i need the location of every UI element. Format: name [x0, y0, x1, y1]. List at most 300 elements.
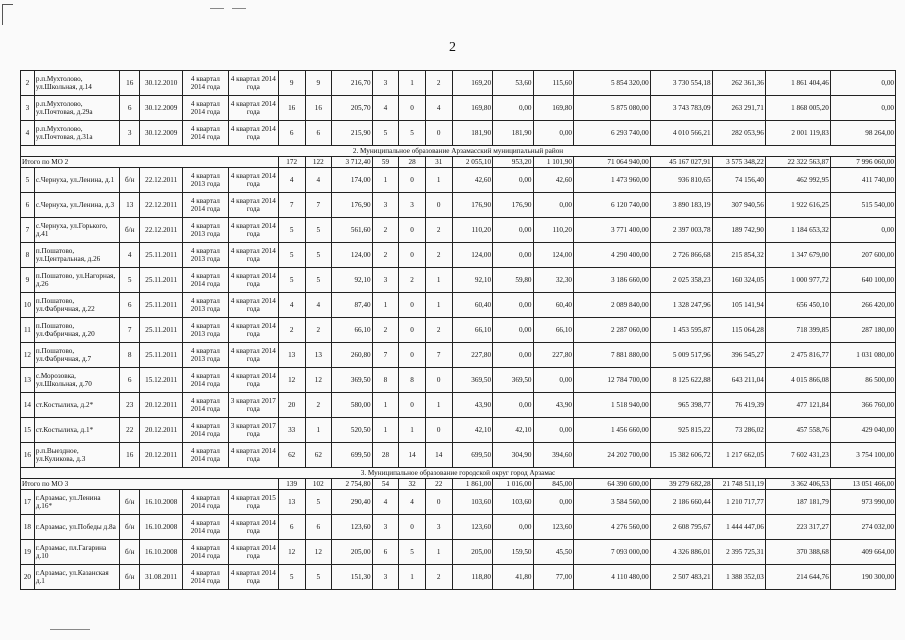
value-cell: 2 397 003,78	[650, 218, 712, 243]
value-cell: 5	[305, 218, 332, 243]
value-cell: 53,60	[493, 71, 533, 96]
section-title-row	[21, 146, 896, 157]
value-cell: 124,00	[533, 243, 573, 268]
value-cell: 5	[399, 540, 426, 565]
value-cell: 2 475 816,77	[765, 343, 830, 368]
house-cell: б/н	[120, 168, 140, 193]
value-cell: 216,70	[332, 71, 372, 96]
planned-period-cell: 4 квартал 2014 года	[182, 368, 228, 393]
row-number: 12	[21, 343, 35, 368]
value-cell: 60,40	[452, 293, 492, 318]
housing-program-table	[20, 70, 896, 590]
date-cell: 15.12.2011	[140, 368, 183, 393]
value-cell: 13	[278, 343, 305, 368]
value-cell: 1 000 977,72	[765, 268, 830, 293]
planned-period-cell: 4 квартал 2014 года	[182, 268, 228, 293]
value-cell: 2 001 119,83	[765, 121, 830, 146]
total-cell: 31	[425, 157, 452, 168]
value-cell: 0,00	[493, 168, 533, 193]
value-cell: 207 600,00	[830, 243, 895, 268]
row-number: 13	[21, 368, 35, 393]
address-cell: п.Пошатово, ул.Нагорная, д.26	[34, 268, 119, 293]
table-row	[21, 96, 896, 121]
value-cell: 2	[425, 71, 452, 96]
value-cell: 1	[425, 293, 452, 318]
value-cell: 0	[425, 368, 452, 393]
value-cell: 2 395 725,31	[712, 540, 765, 565]
value-cell: 14	[399, 443, 426, 468]
value-cell: 1	[372, 418, 399, 443]
house-cell: б/н	[120, 218, 140, 243]
row-number: 4	[21, 121, 35, 146]
value-cell: 370 388,68	[765, 540, 830, 565]
value-cell: 7 881 880,00	[574, 343, 651, 368]
house-cell: 6	[120, 368, 140, 393]
value-cell: 1	[425, 168, 452, 193]
value-cell: 6 293 740,00	[574, 121, 651, 146]
value-cell: 103,60	[493, 490, 533, 515]
value-cell: 16	[305, 96, 332, 121]
value-cell: 0,00	[493, 96, 533, 121]
planned-period-cell: 4 квартал 2014 года	[182, 490, 228, 515]
total-cell: 22 322 563,87	[765, 157, 830, 168]
value-cell: 925 815,22	[650, 418, 712, 443]
value-cell: 187 181,79	[765, 490, 830, 515]
house-cell: 22	[120, 418, 140, 443]
value-cell: 304,90	[493, 443, 533, 468]
value-cell: 4	[305, 168, 332, 193]
date-cell: 30.12.2009	[140, 96, 183, 121]
date-cell: 25.11.2011	[140, 243, 183, 268]
total-cell: 139	[278, 479, 305, 490]
value-cell: 115 064,28	[712, 318, 765, 343]
value-cell: 4 010 566,21	[650, 121, 712, 146]
value-cell: 640 100,00	[830, 268, 895, 293]
value-cell: 103,60	[452, 490, 492, 515]
value-cell: 41,80	[493, 565, 533, 590]
table-row	[21, 71, 896, 96]
value-cell: 396 545,27	[712, 343, 765, 368]
planned-period-cell: 4 квартал 2013 года	[182, 343, 228, 368]
value-cell: 176,90	[493, 193, 533, 218]
scan-dash	[232, 8, 246, 9]
total-cell: 122	[305, 157, 332, 168]
row-number: 11	[21, 318, 35, 343]
actual-period-cell: 3 квартал 2017 года	[228, 418, 278, 443]
value-cell: 105 141,94	[712, 293, 765, 318]
address-cell: с.Морозовка, ул.Школьная, д.70	[34, 368, 119, 393]
row-number: 9	[21, 268, 35, 293]
planned-period-cell: 4 квартал 2014 года	[182, 71, 228, 96]
value-cell: 1	[372, 168, 399, 193]
total-cell: 1 016,00	[493, 479, 533, 490]
value-cell: 0	[399, 96, 426, 121]
row-number: 7	[21, 218, 35, 243]
table-row	[21, 540, 896, 565]
table-row	[21, 393, 896, 418]
value-cell: 118,80	[452, 565, 492, 590]
value-cell: 77,00	[533, 565, 573, 590]
value-cell: 699,50	[332, 443, 372, 468]
value-cell: 1 388 352,03	[712, 565, 765, 590]
value-cell: 5	[305, 243, 332, 268]
value-cell: 0,00	[830, 218, 895, 243]
address-cell: п.Пошатово, ул.Фабричная, д.20	[34, 318, 119, 343]
value-cell: 123,60	[332, 515, 372, 540]
value-cell: 3	[372, 71, 399, 96]
planned-period-cell: 4 квартал 2014 года	[182, 393, 228, 418]
address-cell: с.Чернуха, ул.Ленина, д.3	[34, 193, 119, 218]
date-cell: 25.11.2011	[140, 268, 183, 293]
value-cell: 3	[372, 193, 399, 218]
table-row	[21, 443, 896, 468]
house-cell: 6	[120, 96, 140, 121]
value-cell: 12	[305, 368, 332, 393]
value-cell: 3 186 660,00	[574, 268, 651, 293]
value-cell: 45,50	[533, 540, 573, 565]
planned-period-cell: 4 квартал 2014 года	[182, 540, 228, 565]
value-cell: 1 861 404,46	[765, 71, 830, 96]
value-cell: 973 990,00	[830, 490, 895, 515]
row-number: 3	[21, 96, 35, 121]
address-cell: ст.Костылиха, д.1*	[34, 418, 119, 443]
table-row	[21, 121, 896, 146]
actual-period-cell: 4 квартал 2014 года	[228, 368, 278, 393]
value-cell: 0,00	[493, 318, 533, 343]
value-cell: 4 110 480,00	[574, 565, 651, 590]
actual-period-cell: 4 квартал 2014 года	[228, 293, 278, 318]
value-cell: 2 726 866,68	[650, 243, 712, 268]
value-cell: 74 156,40	[712, 168, 765, 193]
value-cell: 115,60	[533, 71, 573, 96]
address-cell: п.Пошатово, ул.Центральная, д.26	[34, 243, 119, 268]
row-number: 17	[21, 490, 35, 515]
value-cell: 4	[372, 96, 399, 121]
value-cell: 520,50	[332, 418, 372, 443]
house-cell: 16	[120, 443, 140, 468]
section-title-row	[21, 468, 896, 479]
value-cell: 5	[278, 243, 305, 268]
total-cell: 22	[425, 479, 452, 490]
value-cell: 13	[278, 490, 305, 515]
value-cell: 124,00	[332, 243, 372, 268]
house-cell: б/н	[120, 515, 140, 540]
value-cell: 462 992,95	[765, 168, 830, 193]
actual-period-cell: 4 квартал 2014 года	[228, 565, 278, 590]
address-cell: п.Пошатово, ул.Фабричная, д.7	[34, 343, 119, 368]
value-cell: 6	[372, 540, 399, 565]
value-cell: 98 264,00	[830, 121, 895, 146]
scan-dash	[210, 8, 224, 9]
value-cell: 1	[425, 393, 452, 418]
house-cell: 23	[120, 393, 140, 418]
date-cell: 16.10.2008	[140, 515, 183, 540]
total-cell: 172	[278, 157, 305, 168]
value-cell: 159,50	[493, 540, 533, 565]
value-cell: 190 300,00	[830, 565, 895, 590]
date-cell: 30.12.2010	[140, 71, 183, 96]
value-cell: 2 507 483,21	[650, 565, 712, 590]
address-cell: г.Арзамас, ул.Ленина д.16*	[34, 490, 119, 515]
row-number: 8	[21, 243, 35, 268]
row-number: 14	[21, 393, 35, 418]
value-cell: 411 740,00	[830, 168, 895, 193]
value-cell: 110,20	[452, 218, 492, 243]
value-cell: 227,80	[452, 343, 492, 368]
date-cell: 20.12.2011	[140, 443, 183, 468]
value-cell: 176,90	[332, 193, 372, 218]
total-label: Итого по МО 3	[21, 479, 279, 490]
date-cell: 20.12.2011	[140, 418, 183, 443]
total-cell: 3 712,40	[332, 157, 372, 168]
value-cell: 0	[399, 168, 426, 193]
planned-period-cell: 4 квартал 2013 года	[182, 318, 228, 343]
value-cell: 1 518 940,00	[574, 393, 651, 418]
value-cell: 5 875 080,00	[574, 96, 651, 121]
value-cell: 3	[372, 268, 399, 293]
actual-period-cell: 4 квартал 2014 года	[228, 318, 278, 343]
value-cell: 42,10	[452, 418, 492, 443]
planned-period-cell: 4 квартал 2013 года	[182, 168, 228, 193]
value-cell: 0	[425, 121, 452, 146]
value-cell: 4 326 886,01	[650, 540, 712, 565]
value-cell: 43,90	[452, 393, 492, 418]
value-cell: 6	[305, 121, 332, 146]
value-cell: 0,00	[493, 393, 533, 418]
row-number: 5	[21, 168, 35, 193]
value-cell: 5 854 320,00	[574, 71, 651, 96]
total-cell: 1 861,00	[452, 479, 492, 490]
value-cell: 33	[278, 418, 305, 443]
value-cell: 7	[278, 193, 305, 218]
value-cell: 59,80	[493, 268, 533, 293]
value-cell: 2 608 795,67	[650, 515, 712, 540]
table-row	[21, 565, 896, 590]
value-cell: 123,60	[533, 515, 573, 540]
address-cell: г.Арзамас, ул.Казанская д.1	[34, 565, 119, 590]
value-cell: 2 186 660,44	[650, 490, 712, 515]
row-number: 10	[21, 293, 35, 318]
value-cell: 0,00	[493, 293, 533, 318]
value-cell: 151,30	[332, 565, 372, 590]
value-cell: 1	[372, 293, 399, 318]
value-cell: 5	[278, 565, 305, 590]
value-cell: 3	[399, 193, 426, 218]
table-row	[21, 193, 896, 218]
value-cell: 0	[425, 418, 452, 443]
address-cell: г.Арзамас, ул.Победы д.8а	[34, 515, 119, 540]
value-cell: 20	[278, 393, 305, 418]
value-cell: 16	[278, 96, 305, 121]
value-cell: 3 743 783,09	[650, 96, 712, 121]
value-cell: 42,60	[452, 168, 492, 193]
value-cell: 62	[278, 443, 305, 468]
value-cell: 181,90	[452, 121, 492, 146]
value-cell: 0,00	[493, 515, 533, 540]
table-row	[21, 515, 896, 540]
value-cell: 290,40	[332, 490, 372, 515]
actual-period-cell: 4 квартал 2014 года	[228, 540, 278, 565]
value-cell: 2	[372, 243, 399, 268]
value-cell: 2 089 840,00	[574, 293, 651, 318]
value-cell: 8	[399, 368, 426, 393]
value-cell: 24 202 700,00	[574, 443, 651, 468]
value-cell: 0,00	[533, 368, 573, 393]
value-cell: 2	[278, 318, 305, 343]
planned-period-cell: 4 квартал 2013 года	[182, 218, 228, 243]
value-cell: 2	[372, 318, 399, 343]
house-cell: 16	[120, 71, 140, 96]
value-cell: 1 347 679,00	[765, 243, 830, 268]
actual-period-cell: 4 квартал 2014 года	[228, 168, 278, 193]
value-cell: 0,00	[493, 218, 533, 243]
value-cell: 6	[278, 121, 305, 146]
value-cell: 3 771 400,00	[574, 218, 651, 243]
date-cell: 22.12.2011	[140, 168, 183, 193]
value-cell: 1 868 005,20	[765, 96, 830, 121]
value-cell: 205,70	[332, 96, 372, 121]
value-cell: 369,50	[452, 368, 492, 393]
value-cell: 5 009 517,96	[650, 343, 712, 368]
value-cell: 12	[278, 368, 305, 393]
house-cell: б/н	[120, 490, 140, 515]
value-cell: 1 453 595,87	[650, 318, 712, 343]
address-cell: р.п.Мухтолово, ул.Почтовая, д.31а	[34, 121, 119, 146]
actual-period-cell: 4 квартал 2014 года	[228, 343, 278, 368]
value-cell: 73 286,02	[712, 418, 765, 443]
value-cell: 409 664,00	[830, 540, 895, 565]
value-cell: 5	[305, 565, 332, 590]
scan-dash	[50, 629, 90, 630]
value-cell: 4 276 560,00	[574, 515, 651, 540]
value-cell: 189 742,90	[712, 218, 765, 243]
value-cell: 214 644,76	[765, 565, 830, 590]
value-cell: 4	[425, 96, 452, 121]
value-cell: 28	[372, 443, 399, 468]
value-cell: 169,80	[533, 96, 573, 121]
value-cell: 4	[305, 293, 332, 318]
section-total-row	[21, 157, 896, 168]
planned-period-cell: 4 квартал 2014 года	[182, 515, 228, 540]
date-cell: 22.12.2011	[140, 218, 183, 243]
value-cell: 1	[399, 71, 426, 96]
value-cell: 0	[399, 393, 426, 418]
value-cell: 66,10	[452, 318, 492, 343]
house-cell: 7	[120, 318, 140, 343]
total-cell: 1 101,90	[533, 157, 573, 168]
total-cell: 21 748 511,19	[712, 479, 765, 490]
row-number: 6	[21, 193, 35, 218]
value-cell: 7 093 000,00	[574, 540, 651, 565]
value-cell: 123,60	[452, 515, 492, 540]
value-cell: 1	[399, 565, 426, 590]
date-cell: 31.08.2011	[140, 565, 183, 590]
table-row	[21, 368, 896, 393]
actual-period-cell: 4 квартал 2014 года	[228, 193, 278, 218]
value-cell: 3 890 183,19	[650, 193, 712, 218]
value-cell: 394,60	[533, 443, 573, 468]
value-cell: 2	[425, 318, 452, 343]
value-cell: 174,00	[332, 168, 372, 193]
date-cell: 30.12.2009	[140, 121, 183, 146]
value-cell: 5	[399, 121, 426, 146]
value-cell: 0,00	[533, 418, 573, 443]
date-cell: 22.12.2011	[140, 193, 183, 218]
planned-period-cell: 4 квартал 2014 года	[182, 565, 228, 590]
planned-period-cell: 4 квартал 2014 года	[182, 443, 228, 468]
house-cell: 5	[120, 268, 140, 293]
value-cell: 4 015 866,08	[765, 368, 830, 393]
value-cell: 0	[399, 515, 426, 540]
value-cell: 0,00	[493, 243, 533, 268]
table-row	[21, 293, 896, 318]
value-cell: 1 444 447,06	[712, 515, 765, 540]
row-number: 19	[21, 540, 35, 565]
value-cell: 2	[425, 243, 452, 268]
value-cell: 1 217 662,05	[712, 443, 765, 468]
value-cell: 1 210 717,77	[712, 490, 765, 515]
actual-period-cell: 4 квартал 2014 года	[228, 443, 278, 468]
actual-period-cell: 4 квартал 2015 года	[228, 490, 278, 515]
total-cell: 845,00	[533, 479, 573, 490]
date-cell: 25.11.2011	[140, 318, 183, 343]
value-cell: 223 317,27	[765, 515, 830, 540]
value-cell: 307 940,56	[712, 193, 765, 218]
row-number: 2	[21, 71, 35, 96]
total-cell: 2 754,80	[332, 479, 372, 490]
value-cell: 3 754 100,00	[830, 443, 895, 468]
value-cell: 60,40	[533, 293, 573, 318]
value-cell: 7	[425, 343, 452, 368]
value-cell: 5	[278, 268, 305, 293]
value-cell: 656 450,10	[765, 293, 830, 318]
date-cell: 25.11.2011	[140, 343, 183, 368]
table-row	[21, 343, 896, 368]
value-cell: 266 420,00	[830, 293, 895, 318]
value-cell: 15 382 606,72	[650, 443, 712, 468]
total-cell: 64 390 600,00	[574, 479, 651, 490]
total-cell: 2 055,10	[452, 157, 492, 168]
total-cell: 3 575 348,22	[712, 157, 765, 168]
value-cell: 262 361,36	[712, 71, 765, 96]
value-cell: 12	[305, 540, 332, 565]
planned-period-cell: 4 квартал 2014 года	[182, 193, 228, 218]
planned-period-cell: 4 квартал 2013 года	[182, 243, 228, 268]
value-cell: 477 121,84	[765, 393, 830, 418]
value-cell: 215,90	[332, 121, 372, 146]
value-cell: 4	[278, 168, 305, 193]
value-cell: 1 922 616,25	[765, 193, 830, 218]
value-cell: 2	[399, 268, 426, 293]
value-cell: 1	[372, 393, 399, 418]
value-cell: 0,00	[533, 193, 573, 218]
value-cell: 580,00	[332, 393, 372, 418]
value-cell: 205,00	[332, 540, 372, 565]
value-cell: 12 784 700,00	[574, 368, 651, 393]
value-cell: 0	[399, 293, 426, 318]
actual-period-cell: 4 квартал 2014 года	[228, 96, 278, 121]
value-cell: 0,00	[830, 71, 895, 96]
actual-period-cell: 4 квартал 2014 года	[228, 243, 278, 268]
value-cell: 9	[278, 71, 305, 96]
total-cell: 45 167 027,91	[650, 157, 712, 168]
value-cell: 1	[399, 418, 426, 443]
value-cell: 3 730 554,18	[650, 71, 712, 96]
address-cell: р.п.Мухтолово, ул.Школьная, д.14	[34, 71, 119, 96]
table-row	[21, 243, 896, 268]
value-cell: 0,00	[830, 96, 895, 121]
value-cell: 1 456 660,00	[574, 418, 651, 443]
